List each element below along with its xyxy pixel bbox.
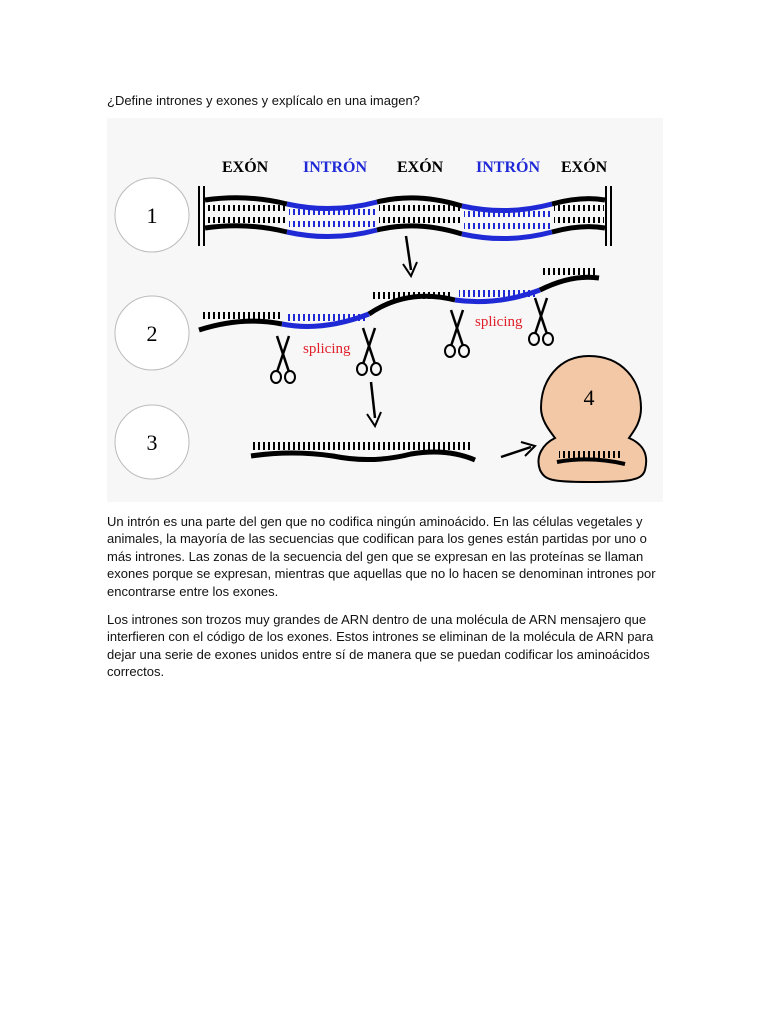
splicing-diagram bbox=[107, 118, 663, 502]
arrow-splicing bbox=[367, 382, 381, 426]
svg-text:2: 2 bbox=[146, 321, 158, 346]
label-exon-1: EXÓN bbox=[222, 159, 269, 176]
svg-text:4: 4 bbox=[583, 385, 595, 410]
splicing-label-2: splicing bbox=[475, 314, 523, 330]
step-3-circle bbox=[115, 405, 189, 479]
scissors-icon-1 bbox=[271, 336, 295, 383]
label-intron-1: INTRÓN bbox=[303, 159, 368, 176]
arrow-transcription bbox=[403, 236, 417, 276]
step-1-circle bbox=[115, 178, 189, 252]
scissors-icon-3 bbox=[445, 310, 469, 357]
paragraph-intron-definition: Un intrón es una parte del gen que no codifica ningún aminoácido. En las células vegetales y animales, la mayoría de las secuencias que codifican para los genes están partidas por uno o más intrones. Las zonas de la secuencia del gen que se expresan en las proteínas se llaman exones porque se expresan, mientras que aquellas que no lo hacen se denominan intrones por encontrarse entre los exones. bbox=[107, 514, 656, 599]
splicing-label-1: splicing bbox=[303, 341, 351, 357]
scissors-icon-4 bbox=[529, 298, 553, 345]
svg-text:3: 3 bbox=[146, 430, 158, 455]
label-exon-2: EXÓN bbox=[397, 159, 444, 176]
svg-text:1: 1 bbox=[146, 203, 158, 228]
label-exon-3: EXÓN bbox=[561, 159, 608, 176]
arrow-translation bbox=[501, 442, 535, 457]
ribosome bbox=[538, 356, 646, 482]
paragraph-intron-removal: Los intrones son trozos muy grandes de ARN dentro de una molécula de ARN mensajero que interfieren con el código de los exones. Estos intrones se eliminan de la molécula de ARN para dejar una serie de exones unidos entre sí de manera que se puedan codificar los aminoácidos correctos. bbox=[107, 612, 654, 680]
label-intron-2: INTRÓN bbox=[476, 159, 541, 176]
question-heading: ¿Define intrones y exones y explícalo en una imagen? bbox=[107, 93, 420, 108]
scissors-icon-2 bbox=[357, 328, 381, 375]
step-2-circle bbox=[115, 296, 189, 370]
mature-mrna-strand bbox=[251, 442, 475, 460]
